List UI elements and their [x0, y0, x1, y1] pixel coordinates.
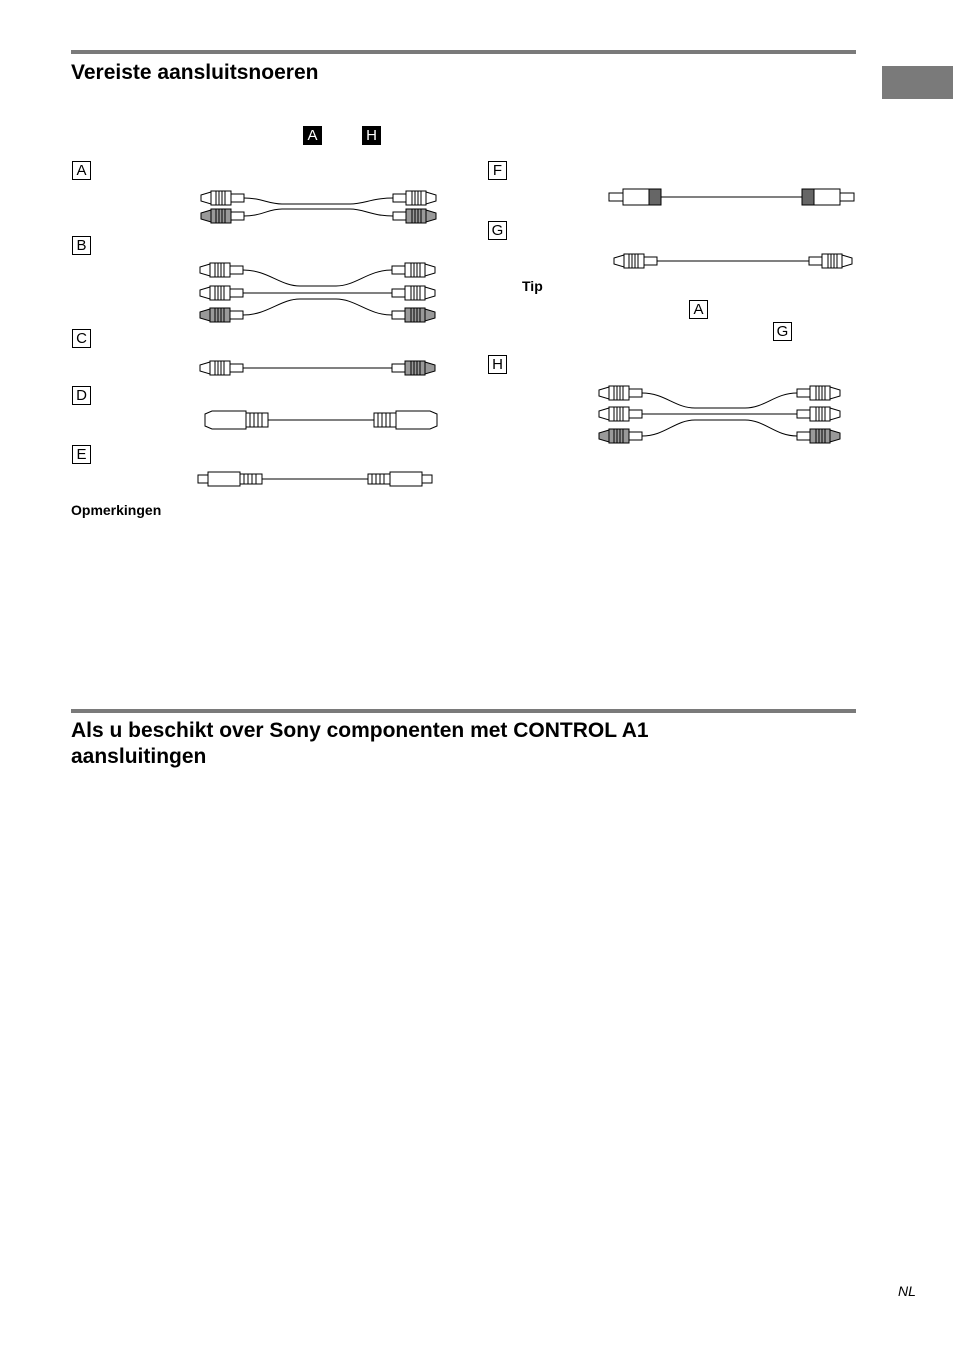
- cable-label-f: F: [488, 161, 507, 180]
- cable-f-illustration: [609, 189, 854, 205]
- section-title-cables: Vereiste aansluitsnoeren: [71, 61, 319, 84]
- cable-label-e: E: [72, 445, 91, 464]
- cable-h-illustration: [599, 386, 840, 443]
- tip-badge-g: G: [773, 322, 792, 341]
- cable-c-illustration: [200, 361, 435, 375]
- cable-a-illustration: [201, 191, 436, 223]
- cable-g-illustration: [614, 254, 852, 268]
- cable-label-b: B: [72, 236, 91, 255]
- notes-label: Opmerkingen: [71, 502, 162, 518]
- cable-label-c: C: [72, 329, 91, 348]
- range-badge-start: A: [303, 126, 322, 145]
- range-badge-end: H: [362, 126, 381, 145]
- cable-label-d: D: [72, 386, 91, 405]
- cable-label-h: H: [488, 355, 507, 374]
- footer-language-code: NL: [898, 1283, 916, 1299]
- cable-label-g: G: [488, 221, 507, 240]
- tip-label: Tip: [522, 278, 543, 294]
- cable-label-a: A: [72, 161, 91, 180]
- cable-e-illustration: [198, 472, 432, 486]
- cable-b-illustration: [200, 263, 435, 322]
- section-title-line1: Als u beschikt over Sony componenten met CONTROL A1: [71, 719, 649, 742]
- section-title-line2: aansluitingen: [71, 745, 207, 768]
- cable-d-illustration: [205, 411, 437, 429]
- tip-badge-a: A: [689, 300, 708, 319]
